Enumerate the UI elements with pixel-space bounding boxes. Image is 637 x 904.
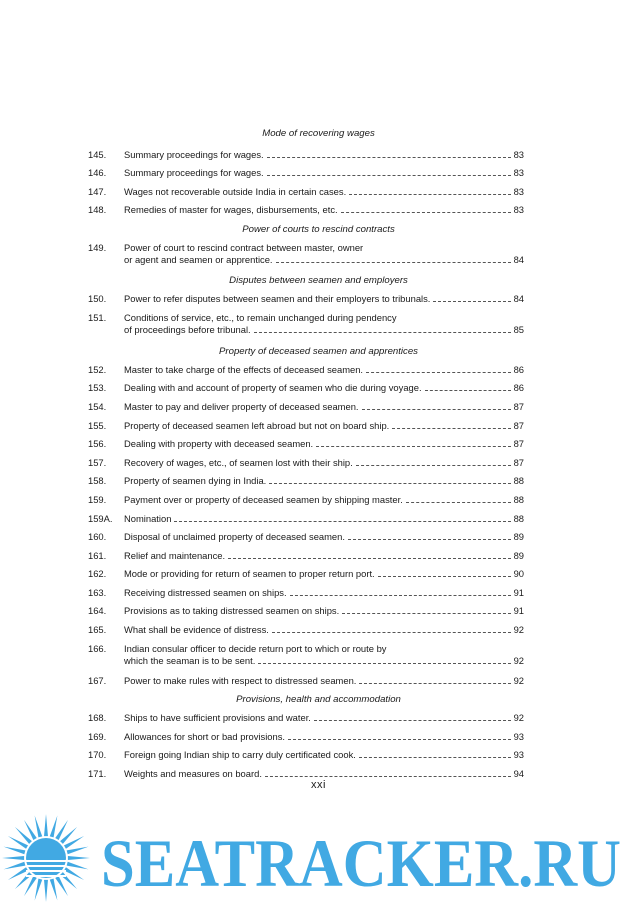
dot-leader [269, 483, 510, 484]
section-number: 153. [88, 382, 107, 393]
entry-title: Ships to have sufficient provisions and water. [124, 712, 311, 723]
entry-title: What shall be evidence of distress. [124, 624, 269, 635]
section-heading: Provisions, health and accommodation [236, 694, 401, 705]
entry-title-line: Conditions of service, etc., to remain unchanged during pendency [124, 312, 397, 323]
page-ref: 86 [513, 364, 524, 375]
section-heading: Disputes between seamen and employers [229, 275, 408, 286]
dot-leader [267, 175, 511, 176]
entry-title: Wages not recoverable outside India in certain cases. [124, 186, 347, 197]
dot-leader [316, 446, 510, 447]
entry-title-line: Power of court to rescind contract between master, owner [124, 242, 364, 253]
page-ref: 83 [513, 186, 524, 197]
dot-leader [356, 465, 511, 466]
page-ref: 86 [513, 382, 524, 393]
page-ref: 89 [513, 550, 524, 561]
entry-title: Foreign going Indian ship to carry duly certificated cook. [124, 749, 356, 760]
entry-title: Power to refer disputes between seamen and their employers to tribunals. [124, 293, 431, 304]
toc-entry[interactable] [0, 420, 637, 432]
toc-entry[interactable] [0, 382, 637, 394]
entry-title: Disposal of unclaimed property of deceased seamen. [124, 531, 345, 542]
section-number: 163. [88, 587, 107, 598]
section-number: 150. [88, 293, 107, 304]
toc-entry[interactable] [0, 438, 637, 450]
entry-title: Property of seamen dying in India. [124, 475, 267, 486]
entry-title: or agent and seamen or apprentice. [124, 254, 273, 265]
page-ref: 84 [513, 293, 524, 304]
entry-title: Master to take charge of the effects of deceased seamen. [124, 364, 364, 375]
page-ref: 88 [513, 513, 524, 524]
dot-leader [348, 539, 511, 540]
page-ref: 89 [513, 531, 524, 542]
dot-leader [349, 194, 510, 195]
section-number: 149. [88, 242, 107, 253]
dot-leader [314, 720, 511, 721]
entry-title: Dealing with and account of property of seamen who die during voyage. [124, 382, 422, 393]
toc-entry[interactable] [0, 749, 637, 761]
sun-logo-icon [2, 814, 90, 902]
section-number: 159A. [88, 513, 113, 524]
section-number: 168. [88, 712, 107, 723]
entry-title: Power to make rules with respect to distressed seamen. [124, 675, 357, 686]
page-ref: 90 [513, 568, 524, 579]
dot-leader [228, 558, 510, 559]
toc-entry[interactable] [0, 675, 637, 687]
page-ref: 85 [513, 324, 524, 335]
page-ref: 92 [513, 712, 524, 723]
section-number: 158. [88, 475, 107, 486]
toc-entry[interactable] [0, 364, 637, 376]
page-ref: 87 [513, 457, 524, 468]
dot-leader [378, 576, 511, 577]
page-ref: 91 [513, 587, 524, 598]
section-heading: Power of courts to rescind contracts [242, 224, 395, 235]
page-number: xxi [311, 779, 326, 791]
toc-entry[interactable] [0, 624, 637, 636]
toc-entry[interactable] [0, 242, 637, 266]
dot-leader [341, 212, 511, 213]
section-number: 170. [88, 749, 107, 760]
entry-title: which the seaman is to be sent. [124, 655, 256, 666]
section-number: 166. [88, 643, 107, 654]
dot-leader [254, 332, 511, 333]
dot-leader [342, 613, 510, 614]
entry-title: Dealing with property with deceased seamen. [124, 438, 314, 449]
toc-entry[interactable] [0, 149, 637, 161]
toc-entry[interactable] [0, 293, 637, 305]
toc-entry[interactable] [0, 475, 637, 487]
entry-title: Recovery of wages, etc., of seamen lost with their ship. [124, 457, 353, 468]
page-ref: 83 [513, 204, 524, 215]
entry-title: Relief and maintenance. [124, 550, 226, 561]
entry-title: Weights and measures on board. [124, 768, 262, 779]
page-ref: 88 [513, 494, 524, 505]
section-number: 171. [88, 768, 107, 779]
toc-entry[interactable] [0, 457, 637, 469]
entry-title: Payment over or property of deceased seamen by shipping master. [124, 494, 403, 505]
dot-leader [276, 262, 511, 263]
toc-entry[interactable] [0, 186, 637, 198]
toc-entry[interactable] [0, 731, 637, 743]
dot-leader [258, 663, 510, 664]
dot-leader [406, 502, 511, 503]
section-number: 152. [88, 364, 107, 375]
toc-entry[interactable] [0, 312, 637, 336]
section-number: 155. [88, 420, 107, 431]
entry-title: Mode or providing for return of seamen to proper return port. [124, 568, 375, 579]
entry-title: Allowances for short or bad provisions. [124, 731, 286, 742]
entry-title: Nomination [124, 513, 172, 524]
toc-entry[interactable] [0, 712, 637, 724]
entry-title: Summary proceedings for wages. [124, 149, 264, 160]
entry-title: Provisions as to taking distressed seamen on ships. [124, 605, 340, 616]
toc-entry[interactable] [0, 587, 637, 599]
page-ref: 84 [513, 254, 524, 265]
dot-leader [265, 776, 511, 777]
entry-title: Summary proceedings for wages. [124, 167, 264, 178]
toc-entry[interactable] [0, 531, 637, 543]
section-number: 167. [88, 675, 107, 686]
page-ref: 92 [513, 624, 524, 635]
dot-leader [290, 595, 511, 596]
entry-title: Property of deceased seamen left abroad but not on board ship. [124, 420, 390, 431]
page-ref: 93 [513, 731, 524, 742]
toc-entry[interactable] [0, 643, 637, 667]
section-heading: Mode of recovering wages [262, 128, 375, 139]
entry-title: Master to pay and deliver property of deceased seamen. [124, 401, 359, 412]
dot-leader [267, 157, 511, 158]
toc-entry[interactable] [0, 568, 637, 580]
page-ref: 92 [513, 675, 524, 686]
section-number: 154. [88, 401, 107, 412]
dot-leader [359, 683, 510, 684]
page-ref: 87 [513, 420, 524, 431]
dot-leader [392, 428, 510, 429]
section-number: 161. [88, 550, 107, 561]
section-number: 165. [88, 624, 107, 635]
section-number: 146. [88, 167, 107, 178]
section-number: 164. [88, 605, 107, 616]
toc-entry[interactable] [0, 513, 637, 525]
section-number: 156. [88, 438, 107, 449]
section-number: 160. [88, 531, 107, 542]
toc-entry[interactable] [0, 550, 637, 562]
watermark-text: SEATRACKER.RU [101, 825, 621, 901]
toc-entry[interactable] [0, 605, 637, 617]
section-number: 169. [88, 731, 107, 742]
section-number: 151. [88, 312, 107, 323]
watermark [0, 800, 637, 904]
section-heading: Property of deceased seamen and apprentices [219, 346, 418, 357]
dot-leader [362, 409, 511, 410]
toc-entry[interactable] [0, 401, 637, 413]
section-number: 148. [88, 204, 107, 215]
page-ref: 88 [513, 475, 524, 486]
page-ref: 83 [513, 167, 524, 178]
section-number: 147. [88, 186, 107, 197]
entry-title: of proceedings before tribunal. [124, 324, 251, 335]
page-ref: 93 [513, 749, 524, 760]
section-number: 157. [88, 457, 107, 468]
page-ref: 87 [513, 401, 524, 412]
dot-leader [359, 757, 511, 758]
entry-title-line: Indian consular officer to decide return port to which or route by [124, 643, 387, 654]
section-number: 145. [88, 149, 107, 160]
page-ref: 83 [513, 149, 524, 160]
dot-leader [425, 390, 511, 391]
dot-leader [174, 521, 510, 522]
entry-title: Receiving distressed seamen on ships. [124, 587, 287, 598]
page-ref: 92 [513, 655, 524, 666]
toc-entry[interactable] [0, 204, 637, 216]
dot-leader [272, 632, 511, 633]
dot-leader [366, 372, 511, 373]
dot-leader [288, 739, 511, 740]
page-ref: 91 [513, 605, 524, 616]
page-ref: 87 [513, 438, 524, 449]
entry-title: Remedies of master for wages, disbursements, etc. [124, 204, 338, 215]
section-number: 159. [88, 494, 107, 505]
toc-entry[interactable] [0, 494, 637, 506]
dot-leader [433, 301, 510, 302]
toc-entry[interactable] [0, 167, 637, 179]
page-ref: 94 [513, 768, 524, 779]
section-number: 162. [88, 568, 107, 579]
